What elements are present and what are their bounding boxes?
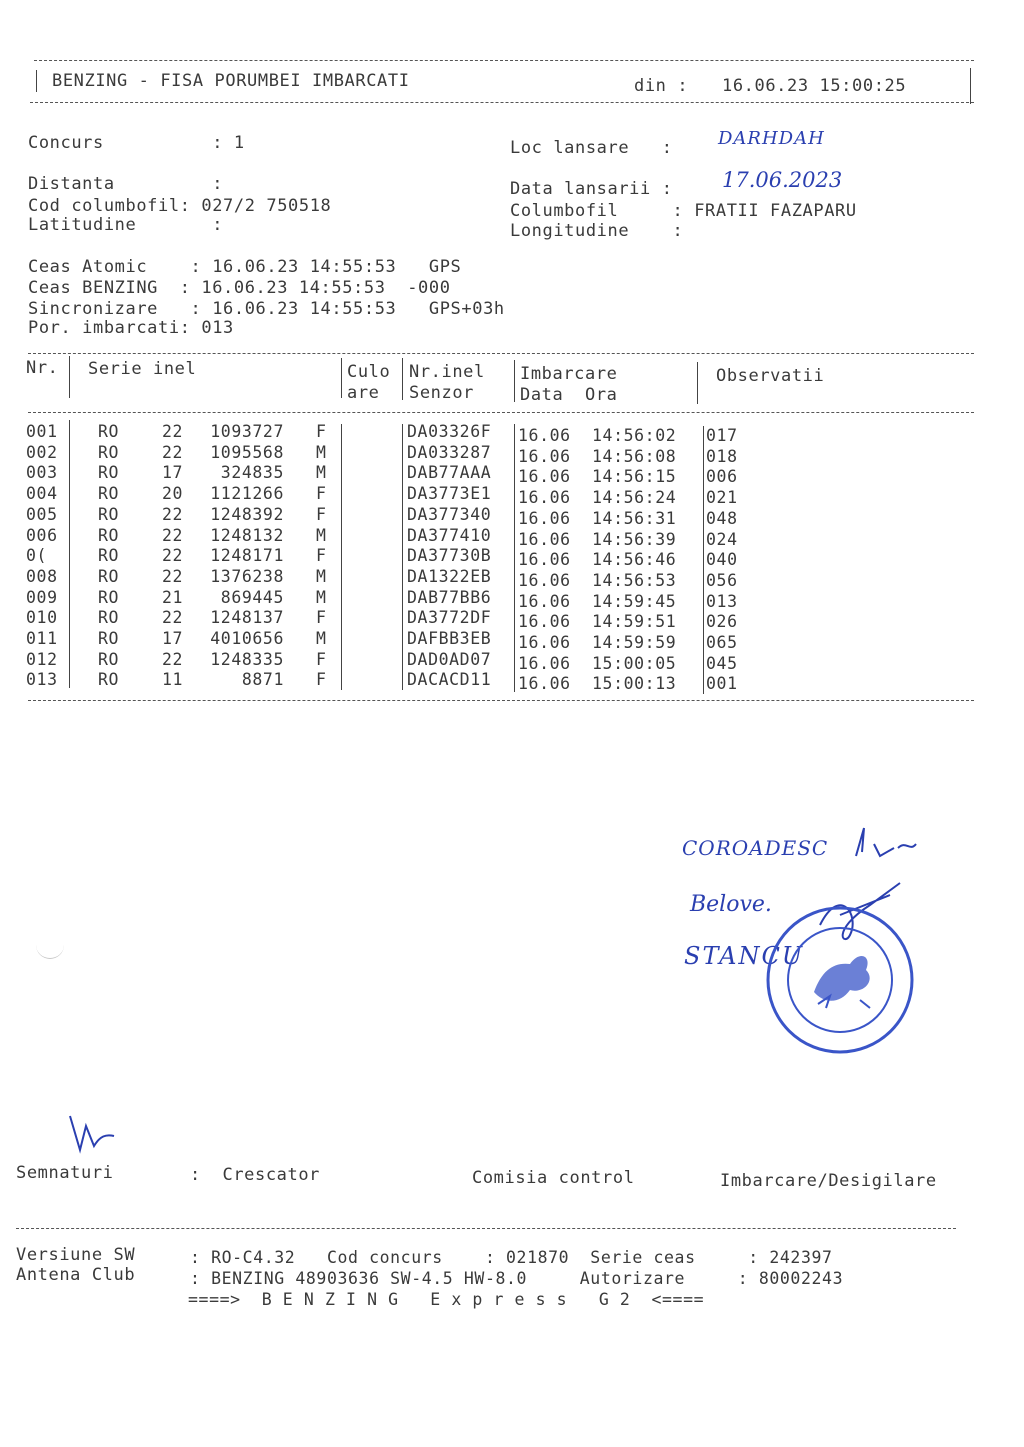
col-divider-5 [697,362,698,404]
cell-nr: 004 [26,484,58,504]
cell-obs: 045 [706,653,738,673]
cell-inel: 1376238 [210,566,284,586]
cell-obs: 026 [706,612,738,632]
cell-sex: M [316,442,327,462]
cell-senzor: DA033287 [407,442,492,462]
loc-lansare-label: Loc lansare : [510,138,673,158]
cell-sex: F [316,484,327,504]
handwritten-name-2: Belove. [690,892,772,917]
cell-ora: 14:56:31 [592,508,677,528]
cell-senzor: DA3773E1 [407,484,492,504]
cell-inel: 1248132 [210,525,284,545]
cell-tara: RO [98,546,120,566]
cell-inel: 1093727 [210,422,284,441]
body-divider-4 [514,424,515,692]
cell-data: 16.06 [518,591,571,611]
cell-obs: 065 [706,633,738,652]
cell-inel: 1121266 [210,484,284,504]
col-serie-inel-header: Serie inel [88,359,197,379]
cell-ora: 15:00:05 [592,653,677,673]
cell-nr: 005 [26,504,58,524]
footer-line-1: : RO-C4.32 Cod concurs : 021870 Serie ceas : 242397 [190,1248,833,1267]
loc-lansare-handwritten: DARHDAH [718,128,825,149]
club-stamp-icon [760,900,920,1060]
body-divider-2 [341,424,342,690]
cell-an: 22 [162,566,184,586]
table-row [0,504,1024,528]
cell-an: 22 [162,422,184,441]
col-imbarcare-header-2: Data Ora [520,385,618,405]
cell-ora: 14:56:02 [592,426,677,445]
cell-data: 16.06 [518,550,571,570]
cell-senzor: DA03326F [407,422,492,441]
body-divider-5 [703,426,704,694]
cell-an: 22 [162,504,184,524]
cell-tara: RO [98,649,120,669]
table-row [0,546,1024,570]
cell-obs: 013 [706,591,738,611]
cell-tara: RO [98,504,120,524]
latitudine-line: Latitudine : [28,215,224,235]
cell-obs: 001 [706,674,738,694]
footer-line-3: ====> B E N Z I N G E x p r e s s G 2 <==== [188,1290,705,1309]
cell-sex: F [316,670,327,690]
cell-senzor: DA1322EB [407,566,492,586]
cell-sex: M [316,566,327,586]
cell-an: 11 [162,670,184,690]
cell-an: 22 [162,525,184,545]
footer-line-2: : BENZING 48903636 SW-4.5 HW-8.0 Autorizare : 80002243 [190,1269,844,1288]
cell-sex: F [316,422,327,441]
header-top-rule [34,60,974,61]
cell-ora: 14:56:15 [592,467,677,487]
cell-senzor: DA377410 [407,525,492,545]
cell-ora: 14:56:46 [592,550,677,570]
table-row [0,422,1024,445]
cell-an: 22 [162,546,184,566]
table-row [0,608,1024,632]
footer-top-rule [16,1228,956,1229]
cell-ora: 14:56:08 [592,446,677,466]
cell-obs: 021 [706,488,738,508]
distanta-line: Distanta : [28,174,224,194]
date-label: din : [634,76,689,96]
table-row [0,629,1024,652]
cell-nr: 009 [26,587,58,607]
cell-inel: 324835 [220,463,284,483]
table-row [0,525,1024,549]
col-senzor-header-1: Nr.inel [409,362,485,382]
cell-tara: RO [98,442,120,462]
cell-tara: RO [98,608,120,628]
data-lansarii-label: Data lansarii : [510,179,673,199]
cell-senzor: DAB77BB6 [407,587,492,607]
sincronizare-line: Sincronizare : 16.06.23 14:55:53 GPS+03h [28,299,505,319]
cell-an: 20 [162,484,184,504]
cell-obs: 006 [706,467,738,487]
cell-ora: 14:56:39 [592,529,677,549]
table-row [0,587,1024,611]
table-row [0,484,1024,508]
cell-sex: M [316,587,327,607]
cell-data: 16.06 [518,653,571,673]
cell-data: 16.06 [518,488,571,508]
ceas-benzing-line: Ceas BENZING : 16.06.23 14:55:53 -000 [28,278,451,298]
concurs-line: Concurs : 1 [28,133,245,153]
cell-nr: 013 [26,670,58,690]
cell-an: 22 [162,649,184,669]
col-senzor-header-2: Senzor [409,383,475,403]
body-divider-1 [69,420,70,688]
cell-tara: RO [98,484,120,504]
cell-tara: RO [98,422,120,441]
col-divider-3 [402,358,403,400]
cell-tara: RO [98,670,120,690]
cell-obs: 040 [706,550,738,570]
body-divider-3 [402,424,403,690]
cell-data: 16.06 [518,446,571,466]
cell-ora: 14:59:59 [592,633,677,652]
table-header-bottom-rule [28,412,974,413]
col-culoare-header-1: Culo [347,362,391,382]
cell-nr: 001 [26,422,58,441]
header-right-bar [970,68,971,104]
cell-tara: RO [98,566,120,586]
por-imbarcati-line: Por. imbarcati: 013 [28,318,234,338]
cell-sex: F [316,649,327,669]
ceas-atomic-line: Ceas Atomic : 16.06.23 14:55:53 GPS [28,257,462,277]
cell-senzor: DA377340 [407,504,492,524]
col-nr-header: Nr. [26,358,59,378]
cell-data: 16.06 [518,570,571,590]
table-header-top-rule [28,353,974,354]
signature-scribble-1 [850,822,920,862]
cell-data: 16.06 [518,426,571,445]
cod-columbofil-line: Cod columbofil: 027/2 750518 [28,196,332,216]
table-row [0,649,1024,673]
cell-nr: 011 [26,629,58,648]
document-title: BENZING - FISA PORUMBEI IMBARCATI [52,71,410,91]
table-row [0,670,1024,694]
cell-senzor: DAD0AD07 [407,649,492,669]
cell-senzor: DA3772DF [407,608,492,628]
cell-sex: F [316,504,327,524]
cell-nr: 003 [26,463,58,483]
table-row [0,463,1024,487]
cell-data: 16.06 [518,467,571,487]
cell-ora: 15:00:13 [592,674,677,694]
imbarcare-desigilare-label: Imbarcare/Desigilare [720,1171,937,1191]
cell-an: 21 [162,587,184,607]
crescator-signature-icon [64,1112,124,1154]
cell-inel: 1248335 [210,649,284,669]
cell-obs: 017 [706,426,738,445]
cell-sex: M [316,463,327,483]
cell-senzor: DAFBB3EB [407,629,492,648]
table-row [0,442,1024,466]
cell-tara: RO [98,629,120,648]
cell-tara: RO [98,587,120,607]
col-divider-4 [514,360,515,402]
cell-an: 22 [162,608,184,628]
cell-ora: 14:56:24 [592,488,677,508]
cell-obs: 056 [706,570,738,590]
antena-label: Antena Club [16,1265,136,1285]
cell-sex: F [316,608,327,628]
cell-ora: 14:56:53 [592,570,677,590]
handwritten-name-1: COROADESC [682,836,829,860]
cell-nr: 0( [26,546,48,566]
crescator-label: : Crescator [190,1165,321,1185]
table-row [0,566,1024,590]
date-value: 16.06.23 15:00:25 [722,76,907,96]
cell-sex: F [316,546,327,566]
cell-ora: 14:59:51 [592,612,677,632]
data-lansarii-handwritten: 17.06.2023 [722,168,843,192]
cell-inel: 1248171 [210,546,284,566]
header-bottom-rule [30,102,974,103]
cell-data: 16.06 [518,612,571,632]
semnaturi-label: Semnaturi [16,1163,114,1183]
cell-an: 17 [162,463,184,483]
versiune-label: Versiune SW [16,1245,136,1265]
cell-nr: 008 [26,566,58,586]
cell-obs: 048 [706,508,738,528]
columbofil-line: Columbofil : FRATII FAZAPARU [510,201,857,221]
table-bottom-rule [28,700,974,701]
cell-obs: 018 [706,446,738,466]
cell-nr: 012 [26,649,58,669]
cell-an: 22 [162,442,184,462]
cell-data: 16.06 [518,529,571,549]
cell-inel: 4010656 [210,629,284,648]
cell-obs: 024 [706,529,738,549]
cell-sex: M [316,629,327,648]
cell-inel: 8871 [241,670,284,690]
cell-inel: 1095568 [210,442,284,462]
comisia-label: Comisia control [472,1168,635,1188]
cell-data: 16.06 [518,508,571,528]
cell-inel: 869445 [220,587,284,607]
cell-tara: RO [98,463,120,483]
cell-tara: RO [98,525,120,545]
cell-data: 16.06 [518,674,571,694]
cell-nr: 006 [26,525,58,545]
cell-nr: 002 [26,442,58,462]
cell-inel: 1248137 [210,608,284,628]
cell-an: 17 [162,629,184,648]
col-divider-2 [341,358,342,398]
cell-data: 16.06 [518,633,571,652]
handwritten-name-3: STANCU [684,942,805,970]
col-imbarcare-header-1: Imbarcare [520,364,618,384]
longitudine-line: Longitudine : [510,221,684,241]
cell-senzor: DAB77AAA [407,463,492,483]
cell-sex: M [316,525,327,545]
col-observatii-header: Observatii [716,366,825,386]
scan-mark [36,944,64,959]
cell-inel: 1248392 [210,504,284,524]
cell-ora: 14:59:45 [592,591,677,611]
cell-senzor: DACACD11 [407,670,492,690]
cell-nr: 010 [26,608,58,628]
col-divider-1 [69,356,70,398]
header-left-bar [36,70,37,92]
col-culoare-header-2: are [347,383,380,403]
cell-senzor: DA37730B [407,546,492,566]
